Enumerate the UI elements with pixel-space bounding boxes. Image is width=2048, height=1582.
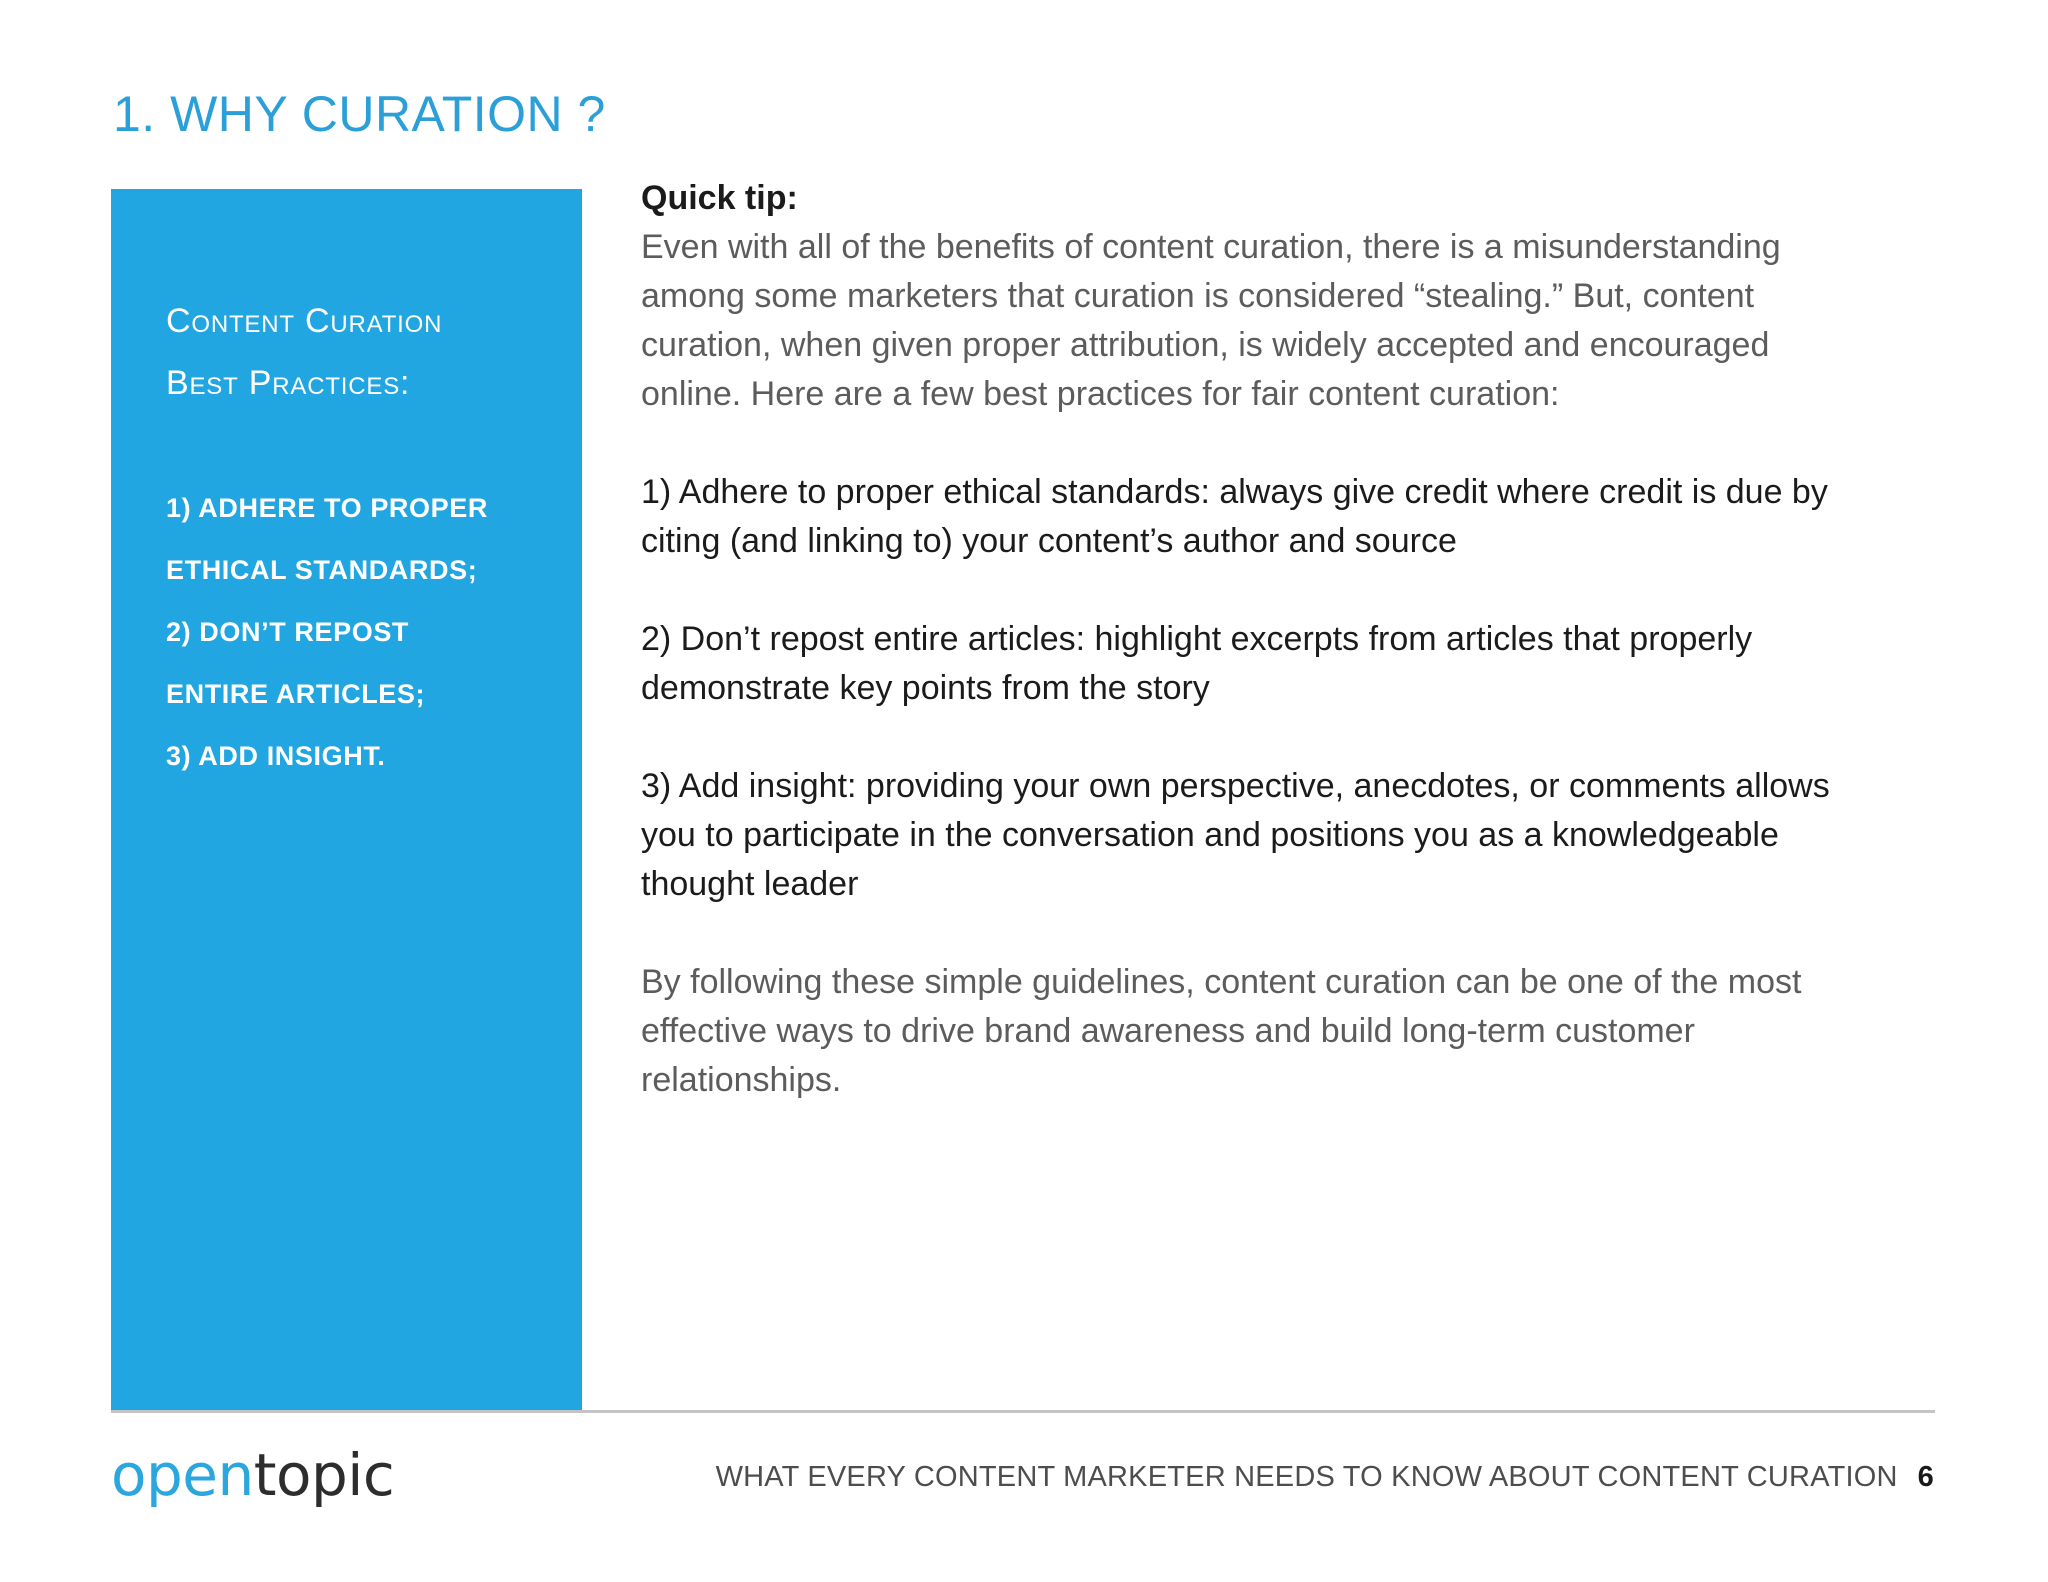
sidebar-list-item: 1) ADHERE TO PROPER [166, 493, 488, 523]
logo-text-open: open [111, 1441, 254, 1509]
text-line: By following these simple guidelines, content curation can be one of the most [641, 963, 1802, 1001]
footer-document-title: WHAT EVERY CONTENT MARKETER NEEDS TO KNOW ABOUT CONTENT CURATION [715, 1461, 1898, 1493]
quick-tip-label: Quick tip: [641, 179, 798, 217]
text-line: 2) Don’t repost entire articles: highlight excerpts from articles that properly [641, 620, 1753, 658]
text-line: among some marketers that curation is considered “stealing.” But, content [641, 277, 1755, 315]
spacer [641, 566, 1931, 615]
text-line: Even with all of the benefits of content curation, there is a misunderstanding [641, 228, 1781, 266]
sidebar-list-item: ENTIRE ARTICLES; [166, 679, 426, 709]
spacer [641, 713, 1931, 762]
sidebar-list-item: 3) ADD INSIGHT. [166, 741, 386, 771]
sidebar-title [166, 290, 586, 414]
text-line: effective ways to drive brand awareness and build long-term customer [641, 1012, 1695, 1050]
sidebar-list-item: ETHICAL STANDARDS; [166, 555, 478, 585]
text-line: demonstrate key points from the story [641, 669, 1210, 707]
text-line: you to participate in the conversation and positions you as a knowledgeable [641, 816, 1779, 854]
spacer [641, 419, 1931, 468]
text-line: 1) Adhere to proper ethical standards: always give credit where credit is due by [641, 473, 1828, 511]
page-number: 6 [1917, 1461, 1934, 1493]
practice-2-paragraph [641, 615, 1931, 713]
text-line: thought leader [641, 865, 859, 903]
best-practices-sidebar [111, 189, 582, 1412]
opentopic-logo [111, 1440, 394, 1510]
text-line: online. Here are a few best practices for fair content curation: [641, 375, 1560, 413]
text-line: relationships. [641, 1061, 842, 1099]
logo-text-topic: topic [253, 1441, 395, 1509]
sidebar-title-line: Best Practices: [166, 364, 411, 402]
sidebar-title-line: Content Curation [166, 302, 443, 340]
practice-3-paragraph [641, 762, 1931, 909]
text-line: citing (and linking to) your content’s author and source [641, 522, 1457, 560]
practice-1-paragraph [641, 468, 1931, 566]
text-line: 3) Add insight: providing your own perspective, anecdotes, or comments allows [641, 767, 1830, 805]
spacer [641, 909, 1931, 958]
footer-divider [111, 1410, 1935, 1413]
sidebar-practice-list [166, 477, 586, 787]
main-content [641, 174, 1931, 1105]
footer [716, 1458, 1934, 1496]
closing-paragraph [641, 958, 1931, 1105]
text-line: curation, when given proper attribution, is widely accepted and encouraged [641, 326, 1770, 364]
page-title: 1. WHY CURATION ? [113, 86, 606, 142]
intro-paragraph [641, 223, 1931, 419]
sidebar-list-item: 2) DON’T REPOST [166, 617, 410, 647]
